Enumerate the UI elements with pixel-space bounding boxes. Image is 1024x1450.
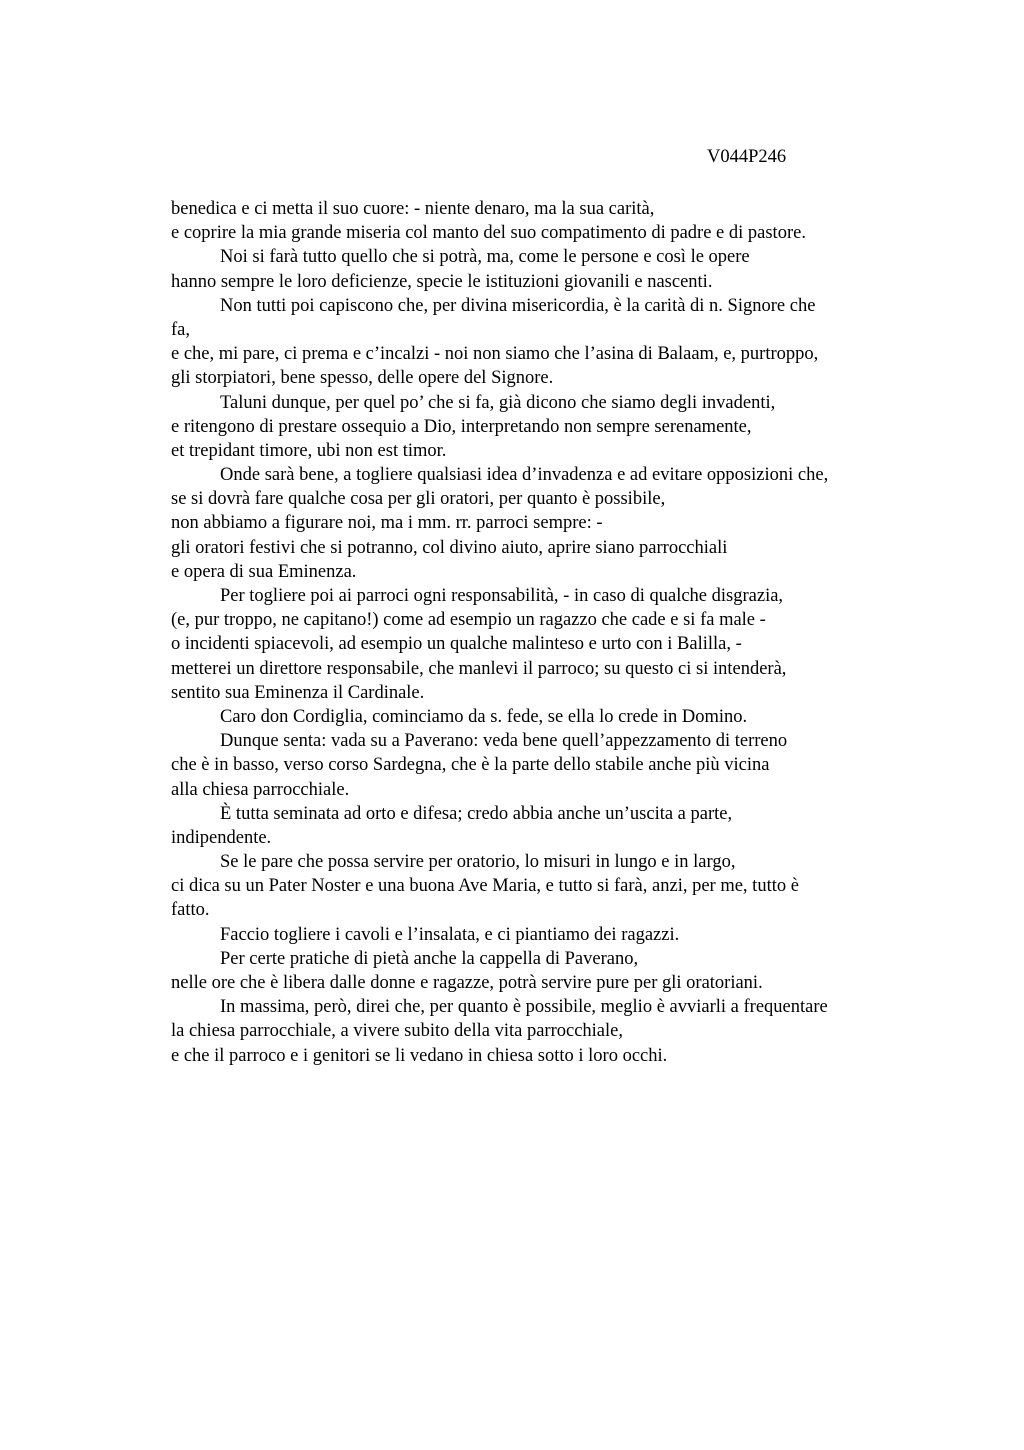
text-line: fa,	[171, 319, 190, 340]
text-line: metterei un direttore responsabile, che manlevi il parroco; su questo ci si intenderà,	[171, 658, 787, 679]
text-line: Per togliere poi ai parroci ogni responsabilità, - in caso di qualche disgrazia,	[220, 586, 784, 606]
text-line: e che il parroco e i genitori se li vedano in chiesa sotto i loro occhi.	[171, 1045, 668, 1066]
text-line: fatto.	[171, 900, 210, 921]
text-line: Non tutti poi capiscono che, per divina misericordia, è la carità di n. Signore che	[220, 295, 816, 316]
text-line: e che, mi pare, ci prema e c’incalzi - noi non siamo che l’asina di Balaam, e, purtroppo,	[171, 344, 819, 365]
text-line: Noi si farà tutto quello che si potrà, ma, come le persone e così le opere	[220, 247, 750, 268]
text-line: Se le pare che possa servire per oratorio, lo misuri in lungo e in largo,	[220, 852, 736, 873]
text-line: che è in basso, verso corso Sardegna, che è la parte dello stabile anche più vicina	[171, 755, 770, 776]
text-line: hanno sempre le loro deficienze, specie le istituzioni giovanili e nascenti.	[171, 271, 713, 292]
text-line: gli oratori festivi che si potranno, col divino aiuto, aprire siano parrocchiali	[171, 537, 728, 558]
text-line: ci dica su un Pater Noster e una buona Ave Maria, e tutto si farà, anzi, per me, tutto è	[171, 876, 799, 897]
text-line: indipendente.	[171, 827, 272, 848]
text-line: e ritengono di prestare ossequio a Dio, interpretando non sempre serenamente,	[171, 416, 752, 437]
text-line: Onde sarà bene, a togliere qualsiasi idea d’invadenza e ad evitare opposizioni che,	[220, 465, 829, 486]
text-line: Taluni dunque, per quel po’ che si fa, già dicono che siamo degli invadenti,	[220, 392, 776, 413]
text-line: Dunque senta: vada su a Paverano: veda bene quell’appezzamento di terreno	[220, 731, 788, 752]
text-line: Caro don Cordiglia, cominciamo da s. fede, se ella lo crede in Domino.	[220, 706, 748, 727]
text-line: et trepidant timore, ubi non est timor.	[171, 440, 447, 461]
text-line: o incidenti spiacevoli, ad esempio un qualche malinteso e urto con i Balilla, -	[171, 634, 742, 655]
text-line: e opera di sua Eminenza.	[171, 561, 357, 582]
text-line: Faccio togliere i cavoli e l’insalata, e ci piantiamo dei ragazzi.	[220, 924, 680, 945]
text-line: sentito sua Eminenza il Cardinale.	[171, 682, 425, 703]
text-line: se si dovrà fare qualche cosa per gli oratori, per quanto è possibile,	[171, 489, 666, 510]
page-identifier: V044P246	[707, 147, 787, 167]
text-line: la chiesa parrocchiale, a vivere subito della vita parrocchiale,	[171, 1021, 623, 1042]
letter-body	[171, 197, 911, 1068]
text-line: e coprire la mia grande miseria col manto del suo compatimento di padre e di pastore.	[171, 223, 806, 244]
text-line: gli storpiatori, bene spesso, delle opere del Signore.	[171, 368, 554, 389]
text-line: In massima, però, direi che, per quanto è possibile, meglio è avviarli a frequentare	[220, 997, 828, 1018]
text-line: nelle ore che è libera dalle donne e ragazze, potrà servire pure per gli oratoriani.	[171, 973, 763, 993]
text-line: non abbiamo a figurare noi, ma i mm. rr. parroci sempre: -	[171, 513, 603, 534]
text-line: È tutta seminata ad orto e difesa; credo abbia anche un’uscita a parte,	[220, 803, 733, 824]
text-line: benedica e ci metta il suo cuore: - niente denaro, ma la sua carità,	[171, 199, 655, 219]
text-line: Per certe pratiche di pietà anche la cappella di Paverano,	[220, 948, 639, 969]
text-line: (e, pur troppo, ne capitano!) come ad esempio un ragazzo che cade e si fa male -	[171, 610, 766, 631]
text-line: alla chiesa parrocchiale.	[171, 779, 350, 800]
